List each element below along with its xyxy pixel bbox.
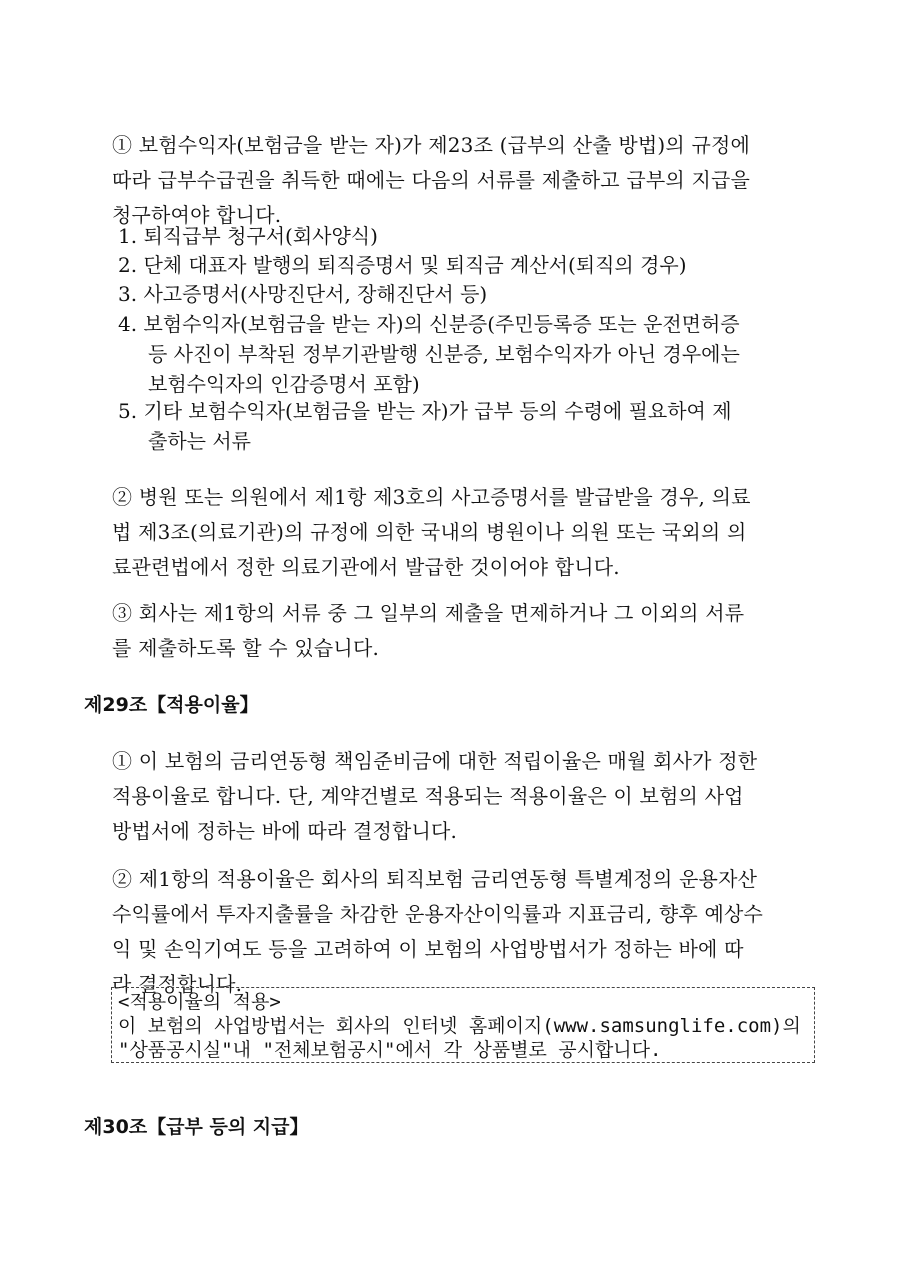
- list-item-text: 4. 보험수익자(보험금을 받는 자)의 신분증(주민등록증 또는 운전면허증: [118, 312, 740, 336]
- text-line: 라 결정합니다.: [112, 972, 243, 996]
- list-item-1: [118, 221, 808, 251]
- list-item-2: [118, 250, 808, 280]
- art28-paragraph-1: [112, 128, 812, 233]
- notice-text: "상품공시실"내 "전체보험공시"에서 각 상품별로 공시합니다.: [118, 1039, 662, 1061]
- list-item-3: [118, 279, 808, 309]
- art29-paragraph-1: [112, 744, 812, 849]
- list-item-text: 1. 퇴직급부 청구서(회사양식): [118, 224, 378, 248]
- list-item-text: 등 사진이 부착된 정부기관발행 신분증, 보험수익자가 아닌 경우에는: [148, 342, 740, 366]
- text-line: 청구하여야 합니다.: [112, 203, 282, 227]
- list-item-4: [118, 309, 808, 399]
- text-line: 따라 급부수급권을 취득한 때에는 다음의 서류를 제출하고 급부의 지급을: [112, 168, 751, 192]
- list-item-text: 5. 기타 보험수익자(보험금을 받는 자)가 급부 등의 수령에 필요하여 제: [118, 399, 732, 423]
- list-item-text: 2. 단체 대표자 발행의 퇴직증명서 및 퇴직금 계산서(퇴직의 경우): [118, 253, 687, 277]
- text-line: 방법서에 정하는 바에 따라 결정합니다.: [112, 819, 458, 843]
- notice-title: <적용이율의 적용>: [118, 991, 281, 1013]
- list-item-text: 출하는 서류: [148, 429, 251, 453]
- text-line: 료관련법에서 정한 의료기관에서 발급한 것이어야 합니다.: [112, 555, 620, 579]
- list-item-text: 3. 사고증명서(사망진단서, 장해진단서 등): [118, 282, 488, 306]
- notice-box: [111, 987, 815, 1063]
- text-line: 법 제3조(의료기관)의 규정에 의한 국내의 병원이나 의원 또는 국외의 의: [112, 520, 747, 544]
- article-29-heading: 제29조【적용이율】: [84, 694, 259, 716]
- article-30-heading: 제30조【급부 등의 지급】: [84, 1116, 309, 1138]
- text-line: ② 병원 또는 의원에서 제1항 제3호의 사고증명서를 발급받을 경우, 의료: [112, 485, 751, 509]
- art29-paragraph-2: [112, 862, 812, 1002]
- text-line: 적용이율로 합니다. 단, 계약건별로 적용되는 적용이율은 이 보험의 사업: [112, 784, 744, 808]
- art28-paragraph-3: [112, 596, 812, 666]
- text-line: ① 이 보험의 금리연동형 책임준비금에 대한 적립이율은 매월 회사가 정한: [112, 749, 758, 773]
- text-line: 수익률에서 투자지출률을 차감한 운용자산이익률과 지표금리, 향후 예상수: [112, 902, 764, 926]
- text-line: ② 제1항의 적용이율은 회사의 퇴직보험 금리연동형 특별계정의 운용자산: [112, 867, 758, 891]
- list-item-5: [118, 396, 808, 456]
- text-line: ③ 회사는 제1항의 서류 중 그 일부의 제출을 면제하거나 그 이외의 서류: [112, 601, 745, 625]
- text-line: ① 보험수익자(보험금을 받는 자)가 제23조 (급부의 산출 방법)의 규정에: [112, 133, 751, 157]
- text-line: 익 및 손익기여도 등을 고려하여 이 보험의 사업방법서가 정하는 바에 따: [112, 937, 744, 961]
- art28-paragraph-2: [112, 480, 812, 585]
- text-line: 를 제출하도록 할 수 있습니다.: [112, 636, 380, 660]
- list-item-text: 보험수익자의 인감증명서 포함): [148, 372, 420, 396]
- notice-text: 이 보험의 사업방법서는 회사의 인터넷 홈페이지(www.samsunglife.com)의: [118, 1015, 801, 1037]
